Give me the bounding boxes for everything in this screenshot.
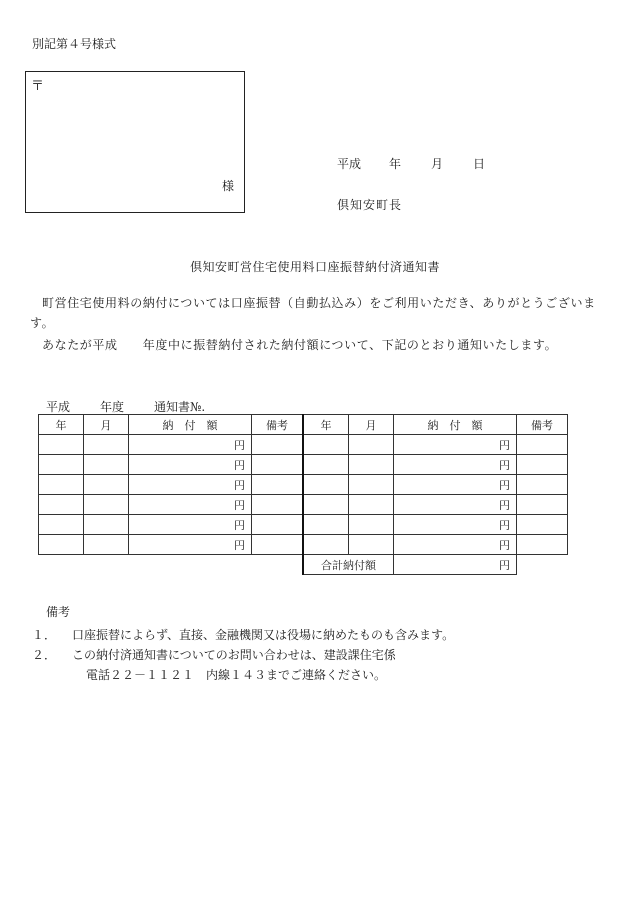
month-cell (349, 515, 394, 535)
note-item (32, 646, 396, 663)
month-cell (84, 435, 129, 455)
month-cell (349, 435, 394, 455)
year-cell (303, 535, 349, 555)
note-text: 口座振替によらず、直接、金融機関又は役場に納めたものも含みます。 (72, 628, 455, 642)
amount-cell: 円 (394, 475, 517, 495)
paragraph-thanks: 町営住宅使用料の納付については口座振替（自動払込み）をご利用いただき、ありがとうございます。 (30, 296, 596, 330)
notes-title: 備考 (46, 605, 71, 619)
total-amount-cell: 円 (394, 555, 517, 575)
empty-cell (252, 555, 304, 575)
remarks-cell (517, 455, 568, 475)
year-cell (303, 495, 349, 515)
amount-cell: 円 (394, 515, 517, 535)
col-month: 月 (349, 415, 394, 435)
amount-cell: 円 (394, 435, 517, 455)
col-amount: 納 付 額 (394, 415, 517, 435)
table-header (39, 415, 568, 435)
remarks-cell (252, 475, 304, 495)
amount-cell: 円 (129, 435, 252, 455)
col-remarks: 備考 (517, 415, 568, 435)
note-item (32, 626, 454, 643)
amount-cell: 円 (129, 515, 252, 535)
amount-cell: 円 (394, 495, 517, 515)
empty-cell (129, 555, 252, 575)
year-cell (39, 435, 84, 455)
date-line (337, 155, 485, 172)
date-day: 日 (473, 157, 486, 171)
month-cell (349, 475, 394, 495)
empty-cell (84, 555, 129, 575)
payment-table (38, 414, 568, 575)
table-row (39, 475, 568, 495)
date-month: 月 (431, 157, 444, 171)
month-cell (84, 475, 129, 495)
remarks-cell (252, 515, 304, 535)
year-cell (39, 515, 84, 535)
col-year: 年 (39, 415, 84, 435)
header-notice-number: 通知書№. (154, 400, 206, 414)
remarks-cell (252, 455, 304, 475)
remarks-cell (517, 475, 568, 495)
col-year: 年 (303, 415, 349, 435)
month-cell (84, 535, 129, 555)
note-number: ２． (32, 648, 57, 662)
total-row (39, 555, 568, 575)
month-cell (84, 515, 129, 535)
remarks-cell (517, 435, 568, 455)
year-cell (39, 475, 84, 495)
date-era: 平成 (337, 157, 362, 171)
table-header-row (46, 398, 205, 415)
document-title: 倶知安町営住宅使用料口座振替納付済通知書 (189, 260, 440, 274)
honorific-sama: 様 (222, 179, 235, 193)
table-body (39, 435, 568, 575)
amount-cell: 円 (394, 535, 517, 555)
month-cell (84, 455, 129, 475)
year-cell (303, 515, 349, 535)
date-year: 年 (389, 157, 402, 171)
issuer-name: 倶知安町長 (337, 198, 403, 212)
amount-cell: 円 (129, 535, 252, 555)
year-cell (303, 475, 349, 495)
header-fiscal-year: 年度 (100, 400, 125, 414)
address-box (25, 71, 245, 213)
note-number: １． (32, 628, 57, 642)
col-month: 月 (84, 415, 129, 435)
amount-cell: 円 (129, 495, 252, 515)
amount-cell: 円 (394, 455, 517, 475)
paragraph-notice: あなたが平成 年度中に振替納付された納付額について、下記のとおり通知いたします。 (42, 338, 558, 352)
col-remarks: 備考 (252, 415, 304, 435)
header-era: 平成 (46, 400, 71, 414)
form-number: 別記第４号様式 (32, 37, 117, 51)
month-cell (349, 455, 394, 475)
amount-cell: 円 (129, 455, 252, 475)
year-cell (39, 455, 84, 475)
remarks-cell (517, 495, 568, 515)
total-label: 合計納付額 (303, 555, 394, 575)
month-cell (84, 495, 129, 515)
month-cell (349, 495, 394, 515)
amount-cell: 円 (129, 475, 252, 495)
table-row (39, 495, 568, 515)
remarks-cell (252, 535, 304, 555)
remarks-cell (252, 495, 304, 515)
empty-cell (517, 555, 568, 575)
year-cell (303, 435, 349, 455)
postal-mark: 〒 (31, 79, 45, 94)
month-cell (349, 535, 394, 555)
table-row (39, 535, 568, 555)
table-row (39, 435, 568, 455)
remarks-cell (517, 535, 568, 555)
year-cell (303, 455, 349, 475)
remarks-cell (517, 515, 568, 535)
contact-line: 電話２２－１１２１ 内線１４３までご連絡ください。 (86, 668, 387, 682)
note-text: この納付済通知書についてのお問い合わせは、建設課住宅係 (72, 648, 396, 662)
table-row (39, 455, 568, 475)
col-amount: 納 付 額 (129, 415, 252, 435)
empty-cell (39, 555, 84, 575)
year-cell (39, 535, 84, 555)
remarks-cell (252, 435, 304, 455)
table-row (39, 515, 568, 535)
year-cell (39, 495, 84, 515)
